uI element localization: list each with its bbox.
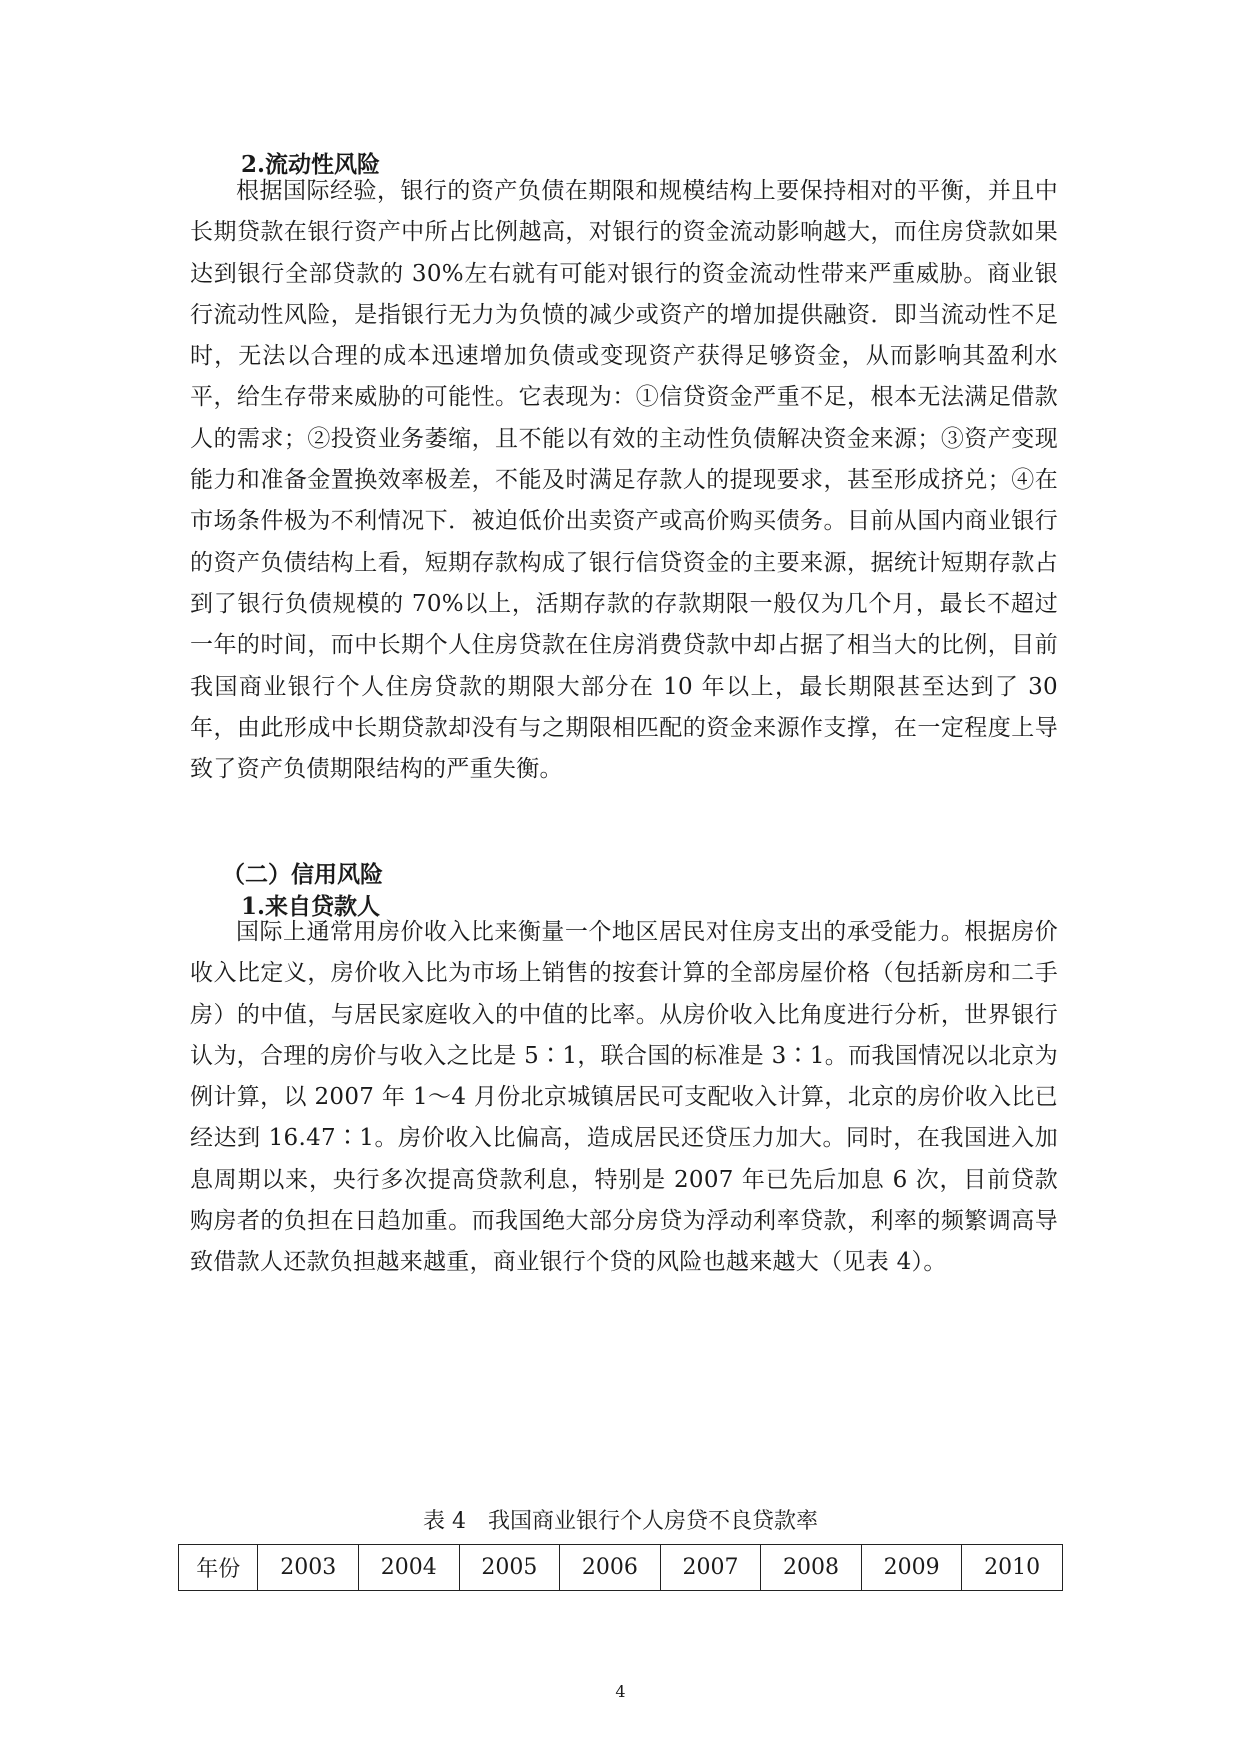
npl-rate-table [178, 1544, 1063, 1591]
table-header-cell: 2005 [459, 1545, 560, 1591]
page-number: 4 [615, 1682, 626, 1701]
table-header-row [179, 1545, 1063, 1591]
table-header-cell: 2007 [660, 1545, 761, 1591]
section-heading-borrower: 1.来自贷款人 [241, 893, 381, 920]
table-caption: 表 4 我国商业银行个人房贷不良贷款率 [423, 1509, 818, 1534]
table-header-cell: 2004 [358, 1545, 459, 1591]
paragraph-borrower: 国际上通常用房价收入比来衡量一个地区居民对住房支出的承受能力。根据房价收入比定义，房价收入比为市场上销售的按套计算的全部房屋价格（包括新房和二手房）的中值，与居民家庭收入的中值的比率。从房价收入比角度进行分析，世界银行认为，合理的房价与收入之比是 5∶1，联合国的标准是 3∶1。而我国情况以北京为例计算，以 2007 年 1～4 月份北京城镇居民可支配收入计算，北京的房价收入比已经达到 16.47∶1。房价收入比偏高，造成居民还贷压力加大。同时，在我国进入加息周期以来，央行多次提高贷款利息，特别是 2007 年已先后加息 6 次，目前贷款购房者的负担在日趋加重。而我国绝大部分房贷为浮动利率贷款，利率的频繁调高导致借款人还款负担越来越重，商业银行个贷的风险也越来越大（见表 4）。 [190, 919, 1058, 1276]
table-header-cell: 2003 [258, 1545, 359, 1591]
section-heading-liquidity-risk: 2.流动性风险 [241, 151, 381, 178]
table-header-cell: 2009 [861, 1545, 962, 1591]
table-header-cell: 2006 [560, 1545, 661, 1591]
table-header-cell: 2008 [761, 1545, 862, 1591]
paragraph-liquidity-risk: 根据国际经验，银行的资产负债在期限和规模结构上要保持相对的平衡，并且中长期贷款在银行资产中所占比例越高，对银行的资金流动影响越大，而住房贷款如果达到银行全部贷款的 30%左右就有可能对银行的资金流动性带来严重威胁。商业银行流动性风险，是指银行无力为负愤的减少或资产的增加提供融资．即当流动性不足时，无法以合理的成本迅速增加负债或变现资产获得足够资金，从而影响其盈利水平，给生存带来威胁的可能性。它表现为：①信贷资金严重不足，根本无法满足借款人的需求；②投资业务萎缩，且不能以有效的主动性负债解决资金来源；③资产变现能力和准备金置换效率极差，不能及时满足存款人的提现要求，甚至形成挤兑；④在市场条件极为不利情况下．被迫低价出卖资产或高价购买债务。目前从国内商业银行的资产负债结构上看，短期存款构成了银行信贷资金的主要来源，据统计短期存款占到了银行负债规模的 70%以上，活期存款的存款期限一般仅为几个月，最长不超过一年的时间，而中长期个人住房贷款在住房消费贷款中却占据了相当大的比例，目前我国商业银行个人住房贷款的期限大部分在 10 年以上，最长期限甚至达到了 30 年，由此形成中长期贷款却没有与之期限相匹配的资金来源作支撑，在一定程度上导致了资产负债期限结构的严重失衡。 [190, 178, 1058, 783]
table-header-cell: 2010 [962, 1545, 1063, 1591]
section-heading-credit-risk: （二）信用风险 [222, 861, 383, 888]
table-header-cell: 年份 [179, 1545, 258, 1591]
